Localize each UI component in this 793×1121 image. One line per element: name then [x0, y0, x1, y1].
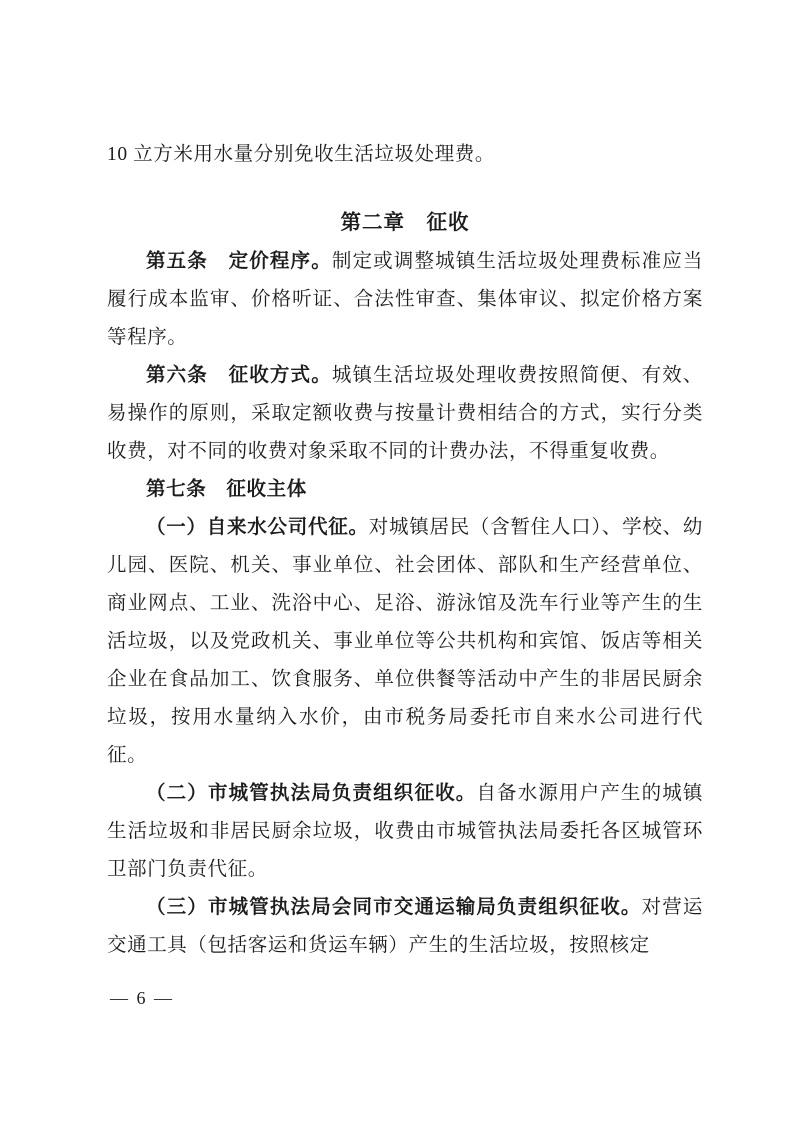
document-content [107, 136, 703, 965]
article-6-lead: 第六条 征收方式。 [146, 365, 332, 386]
item-3-lead: （三）市城管执法局会同市交通运输局负责组织征收。 [146, 897, 642, 918]
chapter-heading: 第二章 征收 [340, 212, 470, 234]
item-1-lead: （一）自来水公司代征。 [146, 517, 369, 538]
article-5-lead: 第五条 定价程序。 [146, 251, 332, 272]
paragraph-article-6 [107, 357, 703, 471]
paragraph-article-5 [107, 243, 703, 357]
paragraph-item-3 [107, 889, 703, 965]
continuation-line: 10 立方米用水量分别免收生活垃圾处理费。 [107, 144, 495, 165]
paragraph-item-1 [107, 509, 703, 775]
article-5-body: 制定或调整城镇生活垃圾处理费标准应当履行成本监审、价格听证、合法性审查、集体审议、拟定价格方案等程序。 [107, 251, 703, 348]
item-1-body: 对城镇居民（含暂住人口）、学校、幼儿园、医院、机关、事业单位、社会团体、部队和生产经营单位、商业网点、工业、洗浴中心、足浴、游泳馆及洗车行业等产生的生活垃圾，以及党政机关、事业单位等公共机构和宾馆、饭店等相关企业在食品加工、饮食服务、单位供餐等活动中产生的非居民厨余垃圾，按用水量纳入水价，由市税务局委托市自来水公司进行代征。 [107, 517, 704, 766]
article-6-body: 城镇生活垃圾处理收费按照简便、有效、易操作的原则，采取定额收费与按量计费相结合的方式，实行分类收费，对不同的收费对象采取不同的计费办法，不得重复收费。 [107, 365, 703, 462]
page-number: — 6 — [110, 988, 174, 1008]
article-7-lead: 第七条 征收主体 [146, 479, 307, 500]
item-3-body: 对营运交通工具（包括客运和货运车辆）产生的生活垃圾，按照核定 [107, 897, 703, 956]
paragraph-item-2 [107, 775, 703, 889]
paragraph-article-7 [107, 471, 703, 509]
item-2-lead: （二）市城管执法局负责组织征收。 [146, 783, 477, 804]
item-2-body: 自备水源用户产生的城镇生活垃圾和非居民厨余垃圾，收费由市城管执法局委托各区城管环卫部门负责代征。 [107, 783, 703, 880]
